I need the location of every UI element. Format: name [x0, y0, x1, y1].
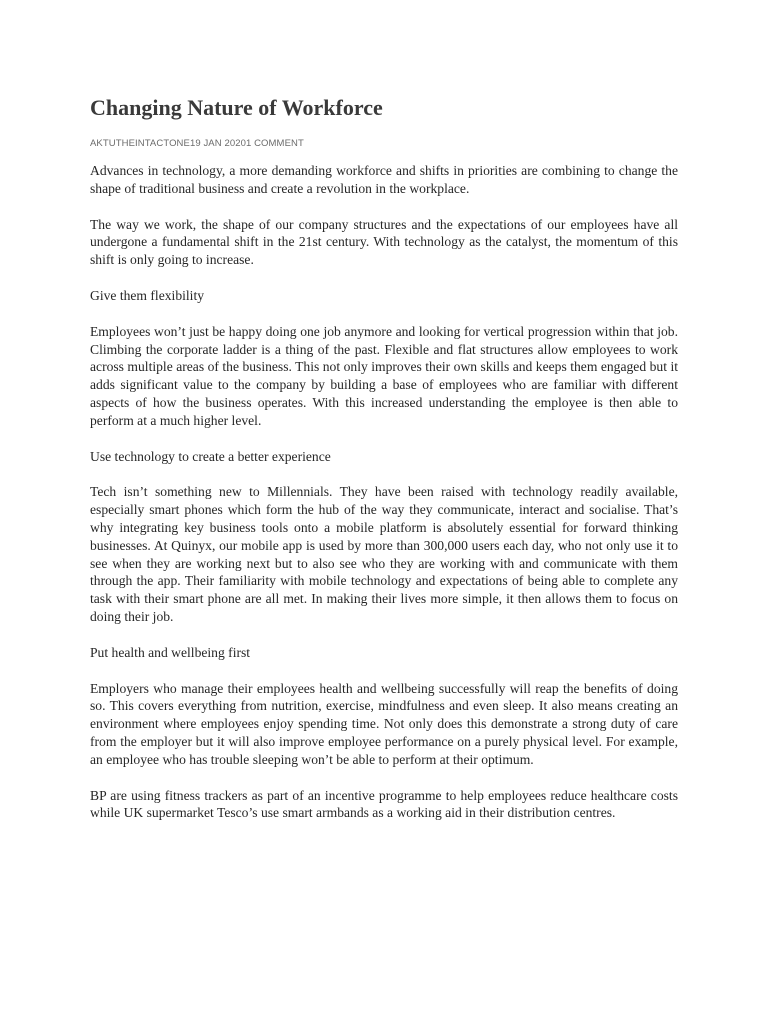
paragraph-examples: BP are using fitness trackers as part of an incentive programme to help employees reduce healthcare costs while UK supermarket Tesco’s use smart armbands as a working aid in their distribution centres. [90, 787, 678, 821]
section-heading-flexibility: Give them flexibility [90, 287, 205, 303]
article-body [90, 162, 678, 840]
paragraph-health: Employers who manage their employees health and wellbeing successfully will reap the benefits of doing so. This covers everything from nutrition, exercise, mindfulness and even sleep. It also means creating an environment where employees enjoy spending time. Not only does this demonstrate a strong duty of care from the employer but it will also improve employee performance on a purely physical level. For example, an employee who has trouble sleeping won’t be able to perform at their optimum. [90, 680, 678, 767]
section-heading-technology: Use technology to create a better experience [90, 448, 331, 464]
section-heading-health: Put health and wellbeing first [90, 644, 251, 660]
paragraph-intro: Advances in technology, a more demanding workforce and shifts in priorities are combining to change the shape of traditional business and create a revolution in the workplace. [90, 163, 678, 196]
paragraph-flexibility: Employees won’t just be happy doing one job anymore and looking for vertical progression within that job. Climbing the corporate ladder is a thing of the past. Flexible and flat structures allow employees to work across multiple areas of the business. This not only improves their own skills and keeps them engaged but it adds significant value to the company by building a base of employees who are familiar with different aspects of how the business operates. With this increased understanding the employee is then able to perform at a much higher level. [90, 323, 678, 428]
paragraph-technology: Tech isn’t something new to Millennials. They have been raised with technology readily available, especially smart phones which form the hub of the way they communicate, interact and socialise. That’s why integrating key business tools onto a mobile platform is absolutely essential for forward thinking businesses. At Quinyx, our mobile app is used by more than 300,000 users each day, who not only use it to see when they are working next but to also see who they are working with and communicate with them through the app. Their familiarity with mobile technology and expectations of being able to complete any task with their smart phone are all met. In making their lives more simple, it then allows them to focus on doing their job. [90, 484, 678, 624]
article-meta: AKTUTHEINTACTONE19 JAN 20201 COMMENT [90, 138, 304, 149]
paragraph-shift: The way we work, the shape of our company structures and the expectations of our employees have all undergone a fundamental shift in the 21st century. With technology as the catalyst, the momentum of this shift is only going to increase. [90, 216, 678, 268]
article-title: Changing Nature of Workforce [90, 95, 383, 120]
